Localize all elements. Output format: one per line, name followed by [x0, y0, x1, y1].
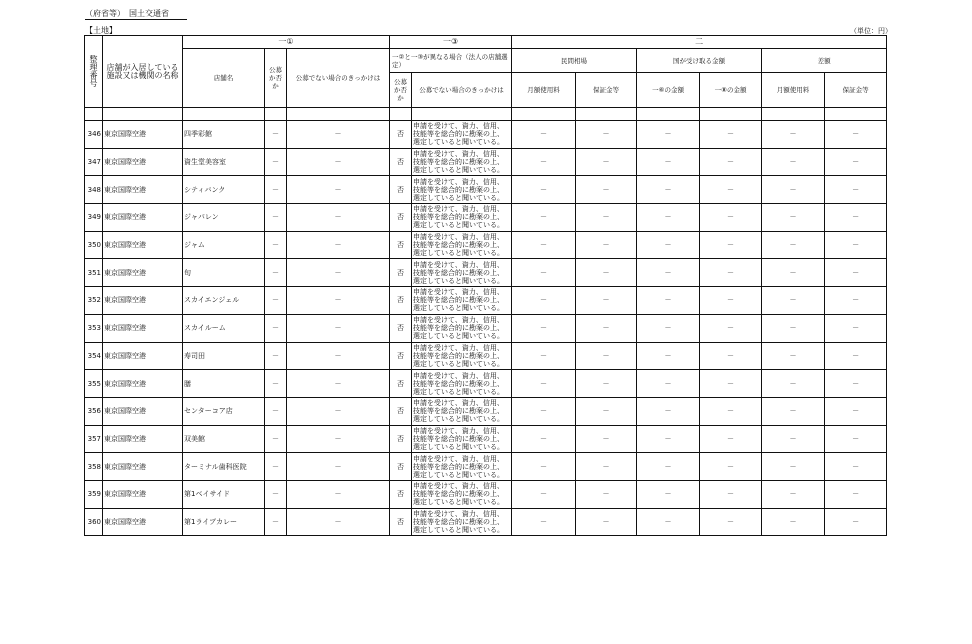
cell-tenant: 東京国際空港 — [103, 287, 183, 315]
cell-public2: 否 — [390, 453, 412, 481]
cell-deposit2: － — [825, 508, 887, 536]
cell-public2: 否 — [390, 121, 412, 149]
cell-public1: － — [265, 148, 287, 176]
cell-monthly2: － — [762, 480, 825, 508]
cell-reason1: － — [287, 453, 390, 481]
col-header-reason1: 公募でない場合のきっかけは — [287, 49, 390, 108]
cell-monthly2: － — [762, 370, 825, 398]
cell-monthly1: － — [512, 425, 576, 453]
cell-monthly2: － — [762, 204, 825, 232]
cell-number: 353 — [85, 314, 103, 342]
cell-tenant: 東京国際空港 — [103, 508, 183, 536]
cell-amount6: － — [637, 425, 700, 453]
cell-reason2: 申請を受けて、資力、信用、技能等を総合的に勘案の上、選定していると聞いている。 — [412, 508, 512, 536]
cell-amount6: － — [637, 314, 700, 342]
cell-monthly1: － — [512, 204, 576, 232]
cell-reason1: － — [287, 397, 390, 425]
table-row — [85, 176, 887, 204]
ministry-label: （府省等） 国土交通省 — [85, 9, 187, 20]
cell-tenant: 東京国際空港 — [103, 121, 183, 149]
cell-public1: － — [265, 176, 287, 204]
col-header-store: 店舗名 — [183, 49, 265, 108]
col-header-deposit2: 保証金等 — [825, 73, 887, 108]
cell-public1: － — [265, 231, 287, 259]
table-row — [85, 231, 887, 259]
cell-public1: － — [265, 425, 287, 453]
cell-public2: 否 — [390, 259, 412, 287]
cell-public2: 否 — [390, 508, 412, 536]
header-row-1 — [85, 36, 887, 49]
table-row — [85, 342, 887, 370]
cell-public1: － — [265, 370, 287, 398]
cell-reason2: 申請を受けて、資力、信用、技能等を総合的に勘案の上、選定していると聞いている。 — [412, 480, 512, 508]
cell-public2: 否 — [390, 342, 412, 370]
group-header-1: 一① — [183, 36, 390, 49]
cell-store-name: スカイルーム — [183, 314, 265, 342]
cell-public1: － — [265, 287, 287, 315]
header-row-2 — [85, 49, 887, 73]
cell-reason2: 申請を受けて、資力、信用、技能等を総合的に勘案の上、選定していると聞いている。 — [412, 314, 512, 342]
cell-store-name: 第1ライブカレー — [183, 508, 265, 536]
cell-tenant: 東京国際空港 — [103, 342, 183, 370]
cell-reason2: 申請を受けて、資力、信用、技能等を総合的に勘案の上、選定していると聞いている。 — [412, 342, 512, 370]
cell-number: 350 — [85, 231, 103, 259]
cell-tenant: 東京国際空港 — [103, 204, 183, 232]
cell-deposit2: － — [825, 148, 887, 176]
cell-amount6: － — [637, 287, 700, 315]
cell-public2: 否 — [390, 397, 412, 425]
group-header-3: 一③ — [390, 36, 512, 49]
cell-public2: 否 — [390, 480, 412, 508]
cell-number: 354 — [85, 342, 103, 370]
cell-monthly2: － — [762, 148, 825, 176]
cell-number: 347 — [85, 148, 103, 176]
cell-store-name: ジャム — [183, 231, 265, 259]
table-row — [85, 259, 887, 287]
col-header-reason2: 公募でない場合のきっかけは — [412, 73, 512, 108]
col-header-deposit1: 保証金等 — [576, 73, 637, 108]
cell-tenant: 東京国際空港 — [103, 397, 183, 425]
land-table — [84, 35, 887, 536]
cell-store-name: センターコア店 — [183, 397, 265, 425]
cell-monthly2: － — [762, 397, 825, 425]
cell-public2: 否 — [390, 148, 412, 176]
cell-monthly1: － — [512, 148, 576, 176]
cell-amount6: － — [637, 480, 700, 508]
private-rent-header: 民間相場 — [512, 49, 637, 73]
cell-amount6: － — [637, 176, 700, 204]
cell-amount8: － — [700, 121, 762, 149]
cell-tenant: 東京国際空港 — [103, 425, 183, 453]
cell-reason2: 申請を受けて、資力、信用、技能等を総合的に勘案の上、選定していると聞いている。 — [412, 425, 512, 453]
cell-deposit1: － — [576, 259, 637, 287]
cell-reason2: 申請を受けて、資力、信用、技能等を総合的に勘案の上、選定していると聞いている。 — [412, 148, 512, 176]
cell-amount6: － — [637, 370, 700, 398]
cell-reason2: 申請を受けて、資力、信用、技能等を総合的に勘案の上、選定していると聞いている。 — [412, 259, 512, 287]
cell-deposit2: － — [825, 370, 887, 398]
cell-reason2: 申請を受けて、資力、信用、技能等を総合的に勘案の上、選定していると聞いている。 — [412, 204, 512, 232]
difference-header: 差額 — [762, 49, 887, 73]
diff-header: 一②と一③が異なる場合（法人の店舗選定） — [390, 49, 512, 73]
cell-public2: 否 — [390, 176, 412, 204]
unit-label: （単位：円） — [850, 27, 892, 35]
cell-amount8: － — [700, 508, 762, 536]
cell-public2: 否 — [390, 370, 412, 398]
cell-amount6: － — [637, 204, 700, 232]
cell-store-name: 膳 — [183, 370, 265, 398]
cell-monthly1: － — [512, 121, 576, 149]
cell-number: 351 — [85, 259, 103, 287]
cell-reason2: 申請を受けて、資力、信用、技能等を総合的に勘案の上、選定していると聞いている。 — [412, 121, 512, 149]
national-amount-header: 国が受け取る金額 — [637, 49, 762, 73]
col-header-amount6: 一⑥の金額 — [637, 73, 700, 108]
table-row — [85, 397, 887, 425]
cell-reason1: － — [287, 314, 390, 342]
cell-public1: － — [265, 259, 287, 287]
cell-reason2: 申請を受けて、資力、信用、技能等を総合的に勘案の上、選定していると聞いている。 — [412, 231, 512, 259]
cell-tenant: 東京国際空港 — [103, 370, 183, 398]
cell-amount8: － — [700, 231, 762, 259]
cell-monthly2: － — [762, 453, 825, 481]
cell-monthly1: － — [512, 342, 576, 370]
cell-store-name: ターミナル歯科医院 — [183, 453, 265, 481]
col-header-public1: 公募か否か — [265, 49, 287, 108]
section-label: 【土地】 — [85, 26, 117, 35]
cell-monthly2: － — [762, 508, 825, 536]
cell-public2: 否 — [390, 425, 412, 453]
cell-number: 355 — [85, 370, 103, 398]
cell-reason1: － — [287, 425, 390, 453]
cell-deposit2: － — [825, 176, 887, 204]
cell-store-name: 双美館 — [183, 425, 265, 453]
cell-deposit1: － — [576, 425, 637, 453]
cell-number: 357 — [85, 425, 103, 453]
table-row — [85, 370, 887, 398]
cell-amount8: － — [700, 425, 762, 453]
table-row — [85, 314, 887, 342]
col-header-no: 整理番号 — [85, 36, 103, 108]
cell-public1: － — [265, 314, 287, 342]
cell-deposit1: － — [576, 314, 637, 342]
cell-deposit1: － — [576, 176, 637, 204]
cell-monthly2: － — [762, 314, 825, 342]
cell-public2: 否 — [390, 231, 412, 259]
table-row — [85, 480, 887, 508]
cell-amount6: － — [637, 397, 700, 425]
cell-reason1: － — [287, 176, 390, 204]
cell-deposit2: － — [825, 204, 887, 232]
cell-tenant: 東京国際空港 — [103, 480, 183, 508]
cell-amount8: － — [700, 480, 762, 508]
cell-amount8: － — [700, 259, 762, 287]
cell-reason1: － — [287, 342, 390, 370]
cell-deposit2: － — [825, 231, 887, 259]
cell-amount8: － — [700, 287, 762, 315]
cell-number: 346 — [85, 121, 103, 149]
cell-number: 352 — [85, 287, 103, 315]
cell-monthly2: － — [762, 342, 825, 370]
cell-reason2: 申請を受けて、資力、信用、技能等を総合的に勘案の上、選定していると聞いている。 — [412, 453, 512, 481]
cell-monthly1: － — [512, 480, 576, 508]
col-header-amount8: 一⑧の金額 — [700, 73, 762, 108]
cell-amount8: － — [700, 453, 762, 481]
cell-deposit1: － — [576, 231, 637, 259]
cell-monthly1: － — [512, 314, 576, 342]
cell-deposit1: － — [576, 397, 637, 425]
col-header-monthly1: 月額使用料 — [512, 73, 576, 108]
cell-amount6: － — [637, 508, 700, 536]
cell-monthly2: － — [762, 121, 825, 149]
cell-tenant: 東京国際空港 — [103, 148, 183, 176]
cell-deposit1: － — [576, 204, 637, 232]
cell-deposit1: － — [576, 453, 637, 481]
cell-deposit2: － — [825, 259, 887, 287]
cell-deposit1: － — [576, 370, 637, 398]
cell-deposit2: － — [825, 121, 887, 149]
col-header-public2: 公募か否か — [390, 73, 412, 108]
table-row — [85, 121, 887, 149]
col-header-monthly2: 月額使用料 — [762, 73, 825, 108]
cell-public1: － — [265, 121, 287, 149]
cell-deposit2: － — [825, 342, 887, 370]
cell-deposit1: － — [576, 121, 637, 149]
cell-monthly1: － — [512, 370, 576, 398]
cell-number: 348 — [85, 176, 103, 204]
cell-reason1: － — [287, 259, 390, 287]
cell-store-name: ジャパレン — [183, 204, 265, 232]
group-header-2: 二 — [512, 36, 887, 49]
cell-store-name: シティバンク — [183, 176, 265, 204]
cell-reason2: 申請を受けて、資力、信用、技能等を総合的に勘案の上、選定していると聞いている。 — [412, 370, 512, 398]
table-row — [85, 287, 887, 315]
cell-deposit1: － — [576, 480, 637, 508]
cell-reason2: 申請を受けて、資力、信用、技能等を総合的に勘案の上、選定していると聞いている。 — [412, 287, 512, 315]
cell-store-name: スカイエンジェル — [183, 287, 265, 315]
table-row — [85, 508, 887, 536]
cell-monthly1: － — [512, 259, 576, 287]
cell-monthly1: － — [512, 231, 576, 259]
cell-store-name: 寿司田 — [183, 342, 265, 370]
cell-monthly1: － — [512, 176, 576, 204]
cell-deposit1: － — [576, 287, 637, 315]
cell-monthly2: － — [762, 287, 825, 315]
cell-number: 360 — [85, 508, 103, 536]
cell-deposit2: － — [825, 480, 887, 508]
cell-public1: － — [265, 453, 287, 481]
cell-amount8: － — [700, 204, 762, 232]
cell-deposit2: － — [825, 453, 887, 481]
cell-amount8: － — [700, 314, 762, 342]
cell-store-name: 旬 — [183, 259, 265, 287]
cell-amount8: － — [700, 397, 762, 425]
cell-amount6: － — [637, 121, 700, 149]
cell-amount8: － — [700, 176, 762, 204]
cell-reason1: － — [287, 480, 390, 508]
cell-public1: － — [265, 204, 287, 232]
cell-public1: － — [265, 508, 287, 536]
cell-deposit1: － — [576, 342, 637, 370]
cell-amount6: － — [637, 453, 700, 481]
cell-amount8: － — [700, 148, 762, 176]
cell-amount8: － — [700, 342, 762, 370]
cell-reason1: － — [287, 287, 390, 315]
cell-store-name: 資生堂美容室 — [183, 148, 265, 176]
cell-deposit2: － — [825, 314, 887, 342]
cell-deposit2: － — [825, 397, 887, 425]
cell-monthly2: － — [762, 176, 825, 204]
cell-reason1: － — [287, 121, 390, 149]
cell-amount8: － — [700, 370, 762, 398]
col-header-tenant: 店舗が入居している施設又は機関の名称 — [103, 36, 183, 108]
cell-reason2: 申請を受けて、資力、信用、技能等を総合的に勘案の上、選定していると聞いている。 — [412, 176, 512, 204]
cell-store-name: 第1ベイサイド — [183, 480, 265, 508]
cell-tenant: 東京国際空港 — [103, 314, 183, 342]
spacer-row — [85, 108, 887, 121]
cell-amount6: － — [637, 231, 700, 259]
cell-public1: － — [265, 397, 287, 425]
cell-monthly1: － — [512, 397, 576, 425]
cell-deposit2: － — [825, 287, 887, 315]
cell-deposit1: － — [576, 148, 637, 176]
cell-monthly2: － — [762, 425, 825, 453]
cell-amount6: － — [637, 259, 700, 287]
cell-reason1: － — [287, 204, 390, 232]
cell-public1: － — [265, 342, 287, 370]
table-row — [85, 453, 887, 481]
cell-number: 359 — [85, 480, 103, 508]
cell-monthly2: － — [762, 259, 825, 287]
cell-amount6: － — [637, 148, 700, 176]
cell-deposit1: － — [576, 508, 637, 536]
table-row — [85, 148, 887, 176]
cell-tenant: 東京国際空港 — [103, 259, 183, 287]
table-row — [85, 204, 887, 232]
cell-number: 349 — [85, 204, 103, 232]
cell-reason1: － — [287, 231, 390, 259]
cell-monthly1: － — [512, 287, 576, 315]
cell-tenant: 東京国際空港 — [103, 231, 183, 259]
cell-number: 358 — [85, 453, 103, 481]
cell-reason1: － — [287, 148, 390, 176]
cell-reason2: 申請を受けて、資力、信用、技能等を総合的に勘案の上、選定していると聞いている。 — [412, 397, 512, 425]
cell-reason1: － — [287, 508, 390, 536]
cell-monthly1: － — [512, 508, 576, 536]
cell-deposit2: － — [825, 425, 887, 453]
cell-monthly1: － — [512, 453, 576, 481]
cell-public2: 否 — [390, 204, 412, 232]
cell-number: 356 — [85, 397, 103, 425]
table-row — [85, 425, 887, 453]
cell-store-name: 四季彩館 — [183, 121, 265, 149]
cell-monthly2: － — [762, 231, 825, 259]
cell-tenant: 東京国際空港 — [103, 176, 183, 204]
cell-public2: 否 — [390, 314, 412, 342]
cell-reason1: － — [287, 370, 390, 398]
cell-public2: 否 — [390, 287, 412, 315]
cell-public1: － — [265, 480, 287, 508]
cell-amount6: － — [637, 342, 700, 370]
cell-tenant: 東京国際空港 — [103, 453, 183, 481]
